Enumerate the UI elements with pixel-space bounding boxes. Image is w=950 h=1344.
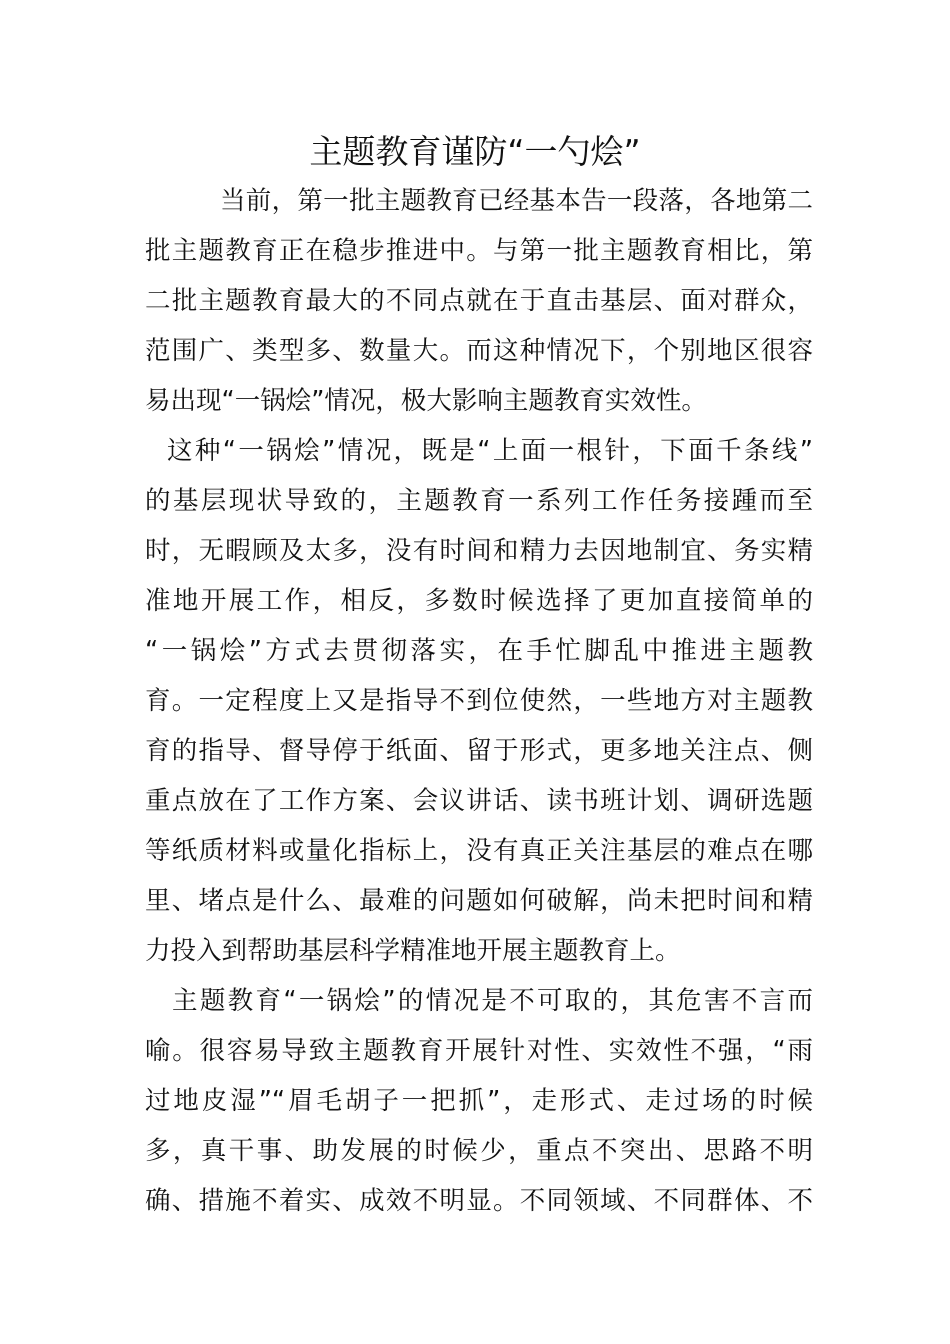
body-line: 准地开展工作，相反，多数时候选择了更加直接简单的: [145, 586, 813, 616]
body-line: 育。一定程度上又是指导不到位使然，一些地方对主题教: [145, 686, 813, 716]
body-line: 喻。很容易导致主题教育开展针对性、实效性不强，“雨: [145, 1036, 813, 1066]
body-line: 时，无暇顾及太多，没有时间和精力去因地制宜、务实精: [145, 536, 813, 566]
body-line: 当前，第一批主题教育已经基本告一段落，各地第二: [220, 186, 813, 216]
body-line: 力投入到帮助基层科学精准地开展主题教育上。: [145, 936, 681, 966]
body-line: 育的指导、督导停于纸面、留于形式，更多地关注点、侧: [145, 736, 813, 766]
body-line: 主题教育“一锅烩”的情况是不可取的，其危害不言而: [172, 986, 813, 1016]
body-line: 多，真干事、助发展的时候少，重点不突出、思路不明: [145, 1136, 813, 1166]
body-line: 确、措施不着实、成效不明显。不同领域、不同群体、不: [145, 1186, 813, 1216]
body-line: 这种“一锅烩”情况，既是“上面一根针，下面千条线”: [167, 436, 813, 466]
body-line: 重点放在了工作方案、会议讲话、读书班计划、调研选题: [145, 786, 813, 816]
body-line: 里、堵点是什么、最难的问题如何破解，尚未把时间和精: [145, 886, 813, 916]
body-line: 过地皮湿”“眉毛胡子一把抓”，走形式、走过场的时候: [145, 1086, 813, 1116]
body-line: 的基层现状导致的，主题教育一系列工作任务接踵而至: [145, 486, 813, 516]
body-line: “一锅烩”方式去贯彻落实，在手忙脚乱中推进主题教: [145, 636, 813, 666]
body-line: 批主题教育正在稳步推进中。与第一批主题教育相比，第: [145, 236, 813, 266]
document-title: 主题教育谨防“一勺烩”: [309, 132, 641, 171]
body-line: 等纸质材料或量化指标上，没有真正关注基层的难点在哪: [145, 836, 813, 866]
body-line: 易出现“一锅烩”情况，极大影响主题教育实效性。: [145, 386, 707, 416]
body-line: 二批主题教育最大的不同点就在于直击基层、面对群众，: [145, 286, 813, 316]
body-line: 范围广、类型多、数量大。而这种情况下，个别地区很容: [145, 336, 813, 366]
